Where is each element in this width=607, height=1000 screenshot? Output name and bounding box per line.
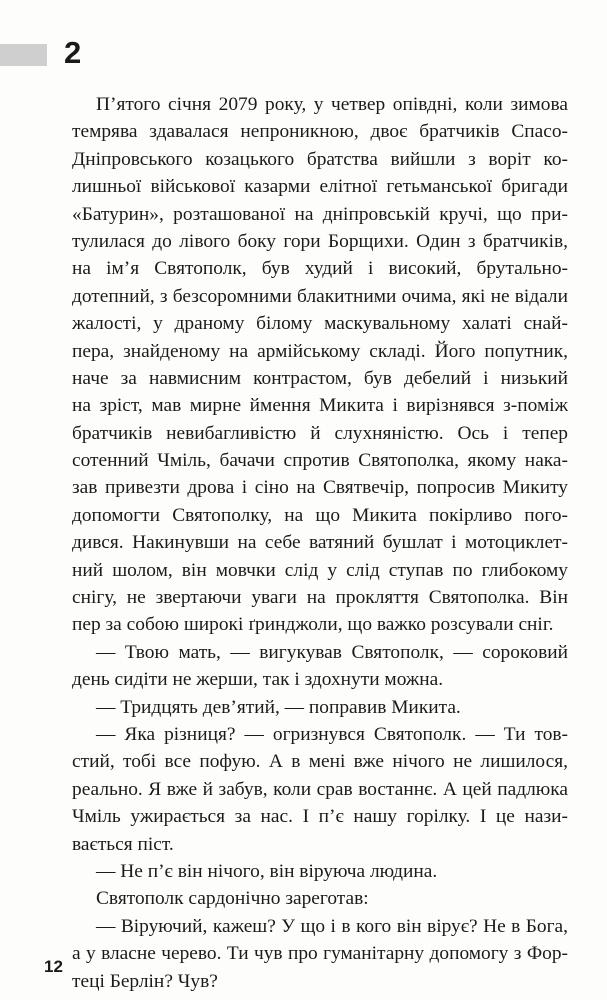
- text-line: — Твою мать, — вигукував Святополк, — сороковий: [96, 641, 568, 663]
- text-line: сотенний Чміль, бачачи спротив Святополка, якому нака-: [72, 450, 568, 472]
- text-line: стий, тобі все пофую. А в мені вже нічого не лишилося,: [72, 751, 568, 773]
- text-line: на ім’я Святополк, був худий і високий, брутально-: [72, 258, 568, 280]
- text-line: — Яка різниця? — огризнувся Святополк. — Ти тов-: [96, 723, 568, 745]
- paragraph: [72, 721, 568, 858]
- text-line: П’ятого січня 2079 року, у четвер опівдні, коли зимова: [96, 94, 568, 115]
- paragraph: [72, 858, 568, 885]
- text-line: снігу, не звертаючи уваги на прокляття Святополка. Він: [72, 587, 568, 609]
- text-line: допомогти Святополку, на що Микита покірливо пого-: [72, 504, 568, 526]
- text-line: тулилася до лівого боку гори Борщихи. Один з братчиків,: [72, 230, 568, 252]
- text-line: жалості, у драному білому маскувальному халаті снай-: [72, 313, 568, 335]
- text-line: Святополк сардонічно зареготав:: [96, 888, 369, 910]
- text-line: лишньої військової казарми елітної гетьманської бригади: [72, 176, 568, 198]
- chapter-number: 2: [64, 35, 82, 70]
- body-text: [72, 91, 568, 995]
- text-line: темрява здавалася непроникною, двоє братчиків Спасо-: [72, 121, 568, 143]
- text-line: теці Берлін? Чув?: [72, 970, 218, 992]
- paragraph: [72, 694, 568, 721]
- text-line: зав привезти дрова і сіно на Святвечір, попросив Микиту: [72, 477, 568, 499]
- text-line: наче за навмисним контрастом, був дебелий і низький: [72, 367, 568, 389]
- paragraph: [72, 913, 568, 995]
- text-line: — Віруючий, кажеш? У що і в кого він вірує? Не в Бога,: [96, 915, 568, 937]
- paragraph: [72, 885, 568, 912]
- text-line: Чміль ужирається за нас. І п’є нашу горілку. І це нази-: [72, 806, 568, 828]
- chapter-marker-bar: [0, 44, 47, 66]
- text-line: реально. Я вже й забув, коли срав востаннє. А цей падлюка: [72, 778, 568, 800]
- text-line: Дніпровського козацького братства вийшли з воріт ко-: [72, 148, 568, 170]
- page-number: 12: [44, 957, 63, 976]
- text-line: пер за собою широкі ґринджоли, що важко розсували сніг.: [72, 614, 554, 636]
- text-line: пера, знайденому на армійському складі. Його попутник,: [72, 340, 568, 362]
- text-line: братчиків невибагливістю й слухняністю. Ось і тепер: [72, 422, 568, 444]
- text-line: дився. Накинувши на себе ватяний бушлат і мотоциклет-: [72, 532, 568, 554]
- text-line: ний шолом, він мовчки слід у слід ступав по глибокому: [72, 559, 568, 581]
- text-line: на зріст, мав мирне ймення Микита і вирізнявся з-поміж: [72, 395, 568, 417]
- paragraph: [72, 639, 568, 694]
- text-line: дотепний, з безсоромними блакитними очима, які не відали: [72, 285, 568, 307]
- text-line: а у власне черево. Ти чув про гуманітарну допомогу з Фор-: [72, 943, 568, 965]
- text-line: вається піст.: [72, 833, 174, 855]
- text-line: «Батурин», розташованої на дніпровській кручі, що при-: [72, 203, 568, 225]
- text-line: — Не п’є він нічого, він віруюча людина.: [96, 860, 438, 882]
- text-line: — Тридцять дев’ятий, — поправив Микита.: [96, 696, 461, 718]
- paragraph: [72, 91, 568, 639]
- text-line: день сидіти не жерши, так і здохнути можна.: [72, 669, 444, 691]
